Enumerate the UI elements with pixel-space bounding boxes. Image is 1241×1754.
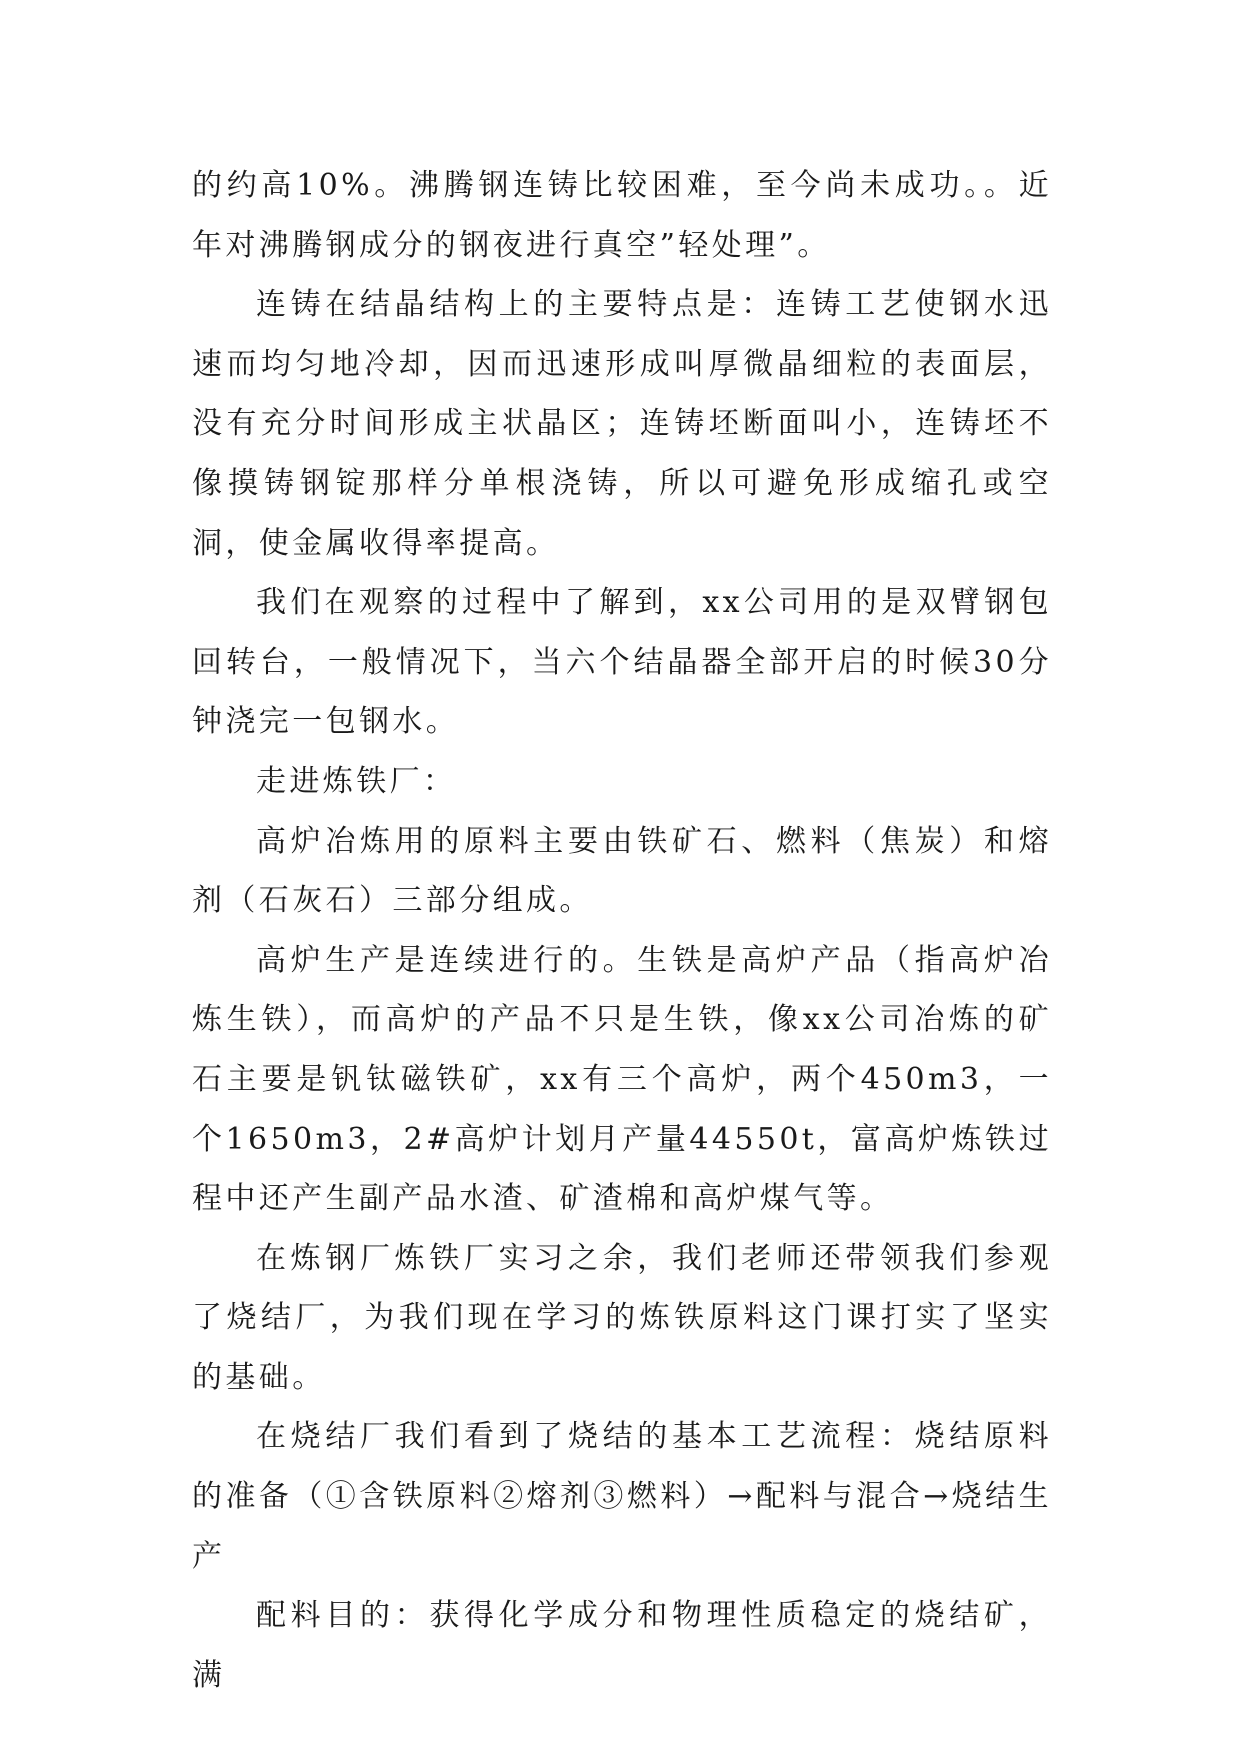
paragraph-sinter-process: 在烧结厂我们看到了烧结的基本工艺流程：烧结原料的准备（①含铁原料②熔剂③燃料）→配料与混合→烧结生产 [192,1419,1052,1574]
paragraph-blast-furnace: 高炉生产是连续进行的。生铁是高炉产品（指高炉冶炼生铁），而高炉的产品不只是生铁，像xx公司冶炼的矿石主要是钒钛磁铁矿，xx有三个高炉，两个450m3，一个1650m3，2#高炉计划月产量44550t，富高炉炼铁过程中还产生副产品水渣、矿渣棉和高炉煤气等。 [192,942,1052,1217]
paragraph-sinter-visit: 在炼钢厂炼铁厂实习之余，我们老师还带领我们参观了烧结厂，为我们现在学习的炼铁原料这门课打实了坚实的基础。 [192,1240,1052,1395]
paragraph-casting-structure: 连铸在结晶结构上的主要特点是：连铸工艺使钢水迅速而均匀地冷却，因而迅速形成叫厚微晶细粒的表面层，没有充分时间形成主状晶区；连铸坯断面叫小，连铸坯不像摸铸钢锭那样分单根浇铸，所以可避免形成缩孔或空洞，使金属收得率提高。 [192,287,1052,561]
paragraph-batching-purpose: 配料目的：获得化学成分和物理性质稳定的烧结矿，满 [192,1598,1052,1693]
paragraph-continuation: 的约高10%。沸腾钢连铸比较困难，至今尚未成功。。近年对沸腾钢成分的钢夜进行真空”轻处理”。 [192,168,1052,263]
paragraph-ladle-turret: 我们在观察的过程中了解到，xx公司用的是双臂钢包回转台，一般情况下，当六个结晶器全部开启的时候30分钟浇完一包钢水。 [192,585,1052,740]
section-heading-ironworks: 走进炼铁厂： [256,763,457,799]
document-body [192,156,1052,1705]
paragraph-raw-materials: 高炉冶炼用的原料主要由铁矿石、燃料（焦炭）和熔剂（石灰石）三部分组成。 [192,823,1052,919]
